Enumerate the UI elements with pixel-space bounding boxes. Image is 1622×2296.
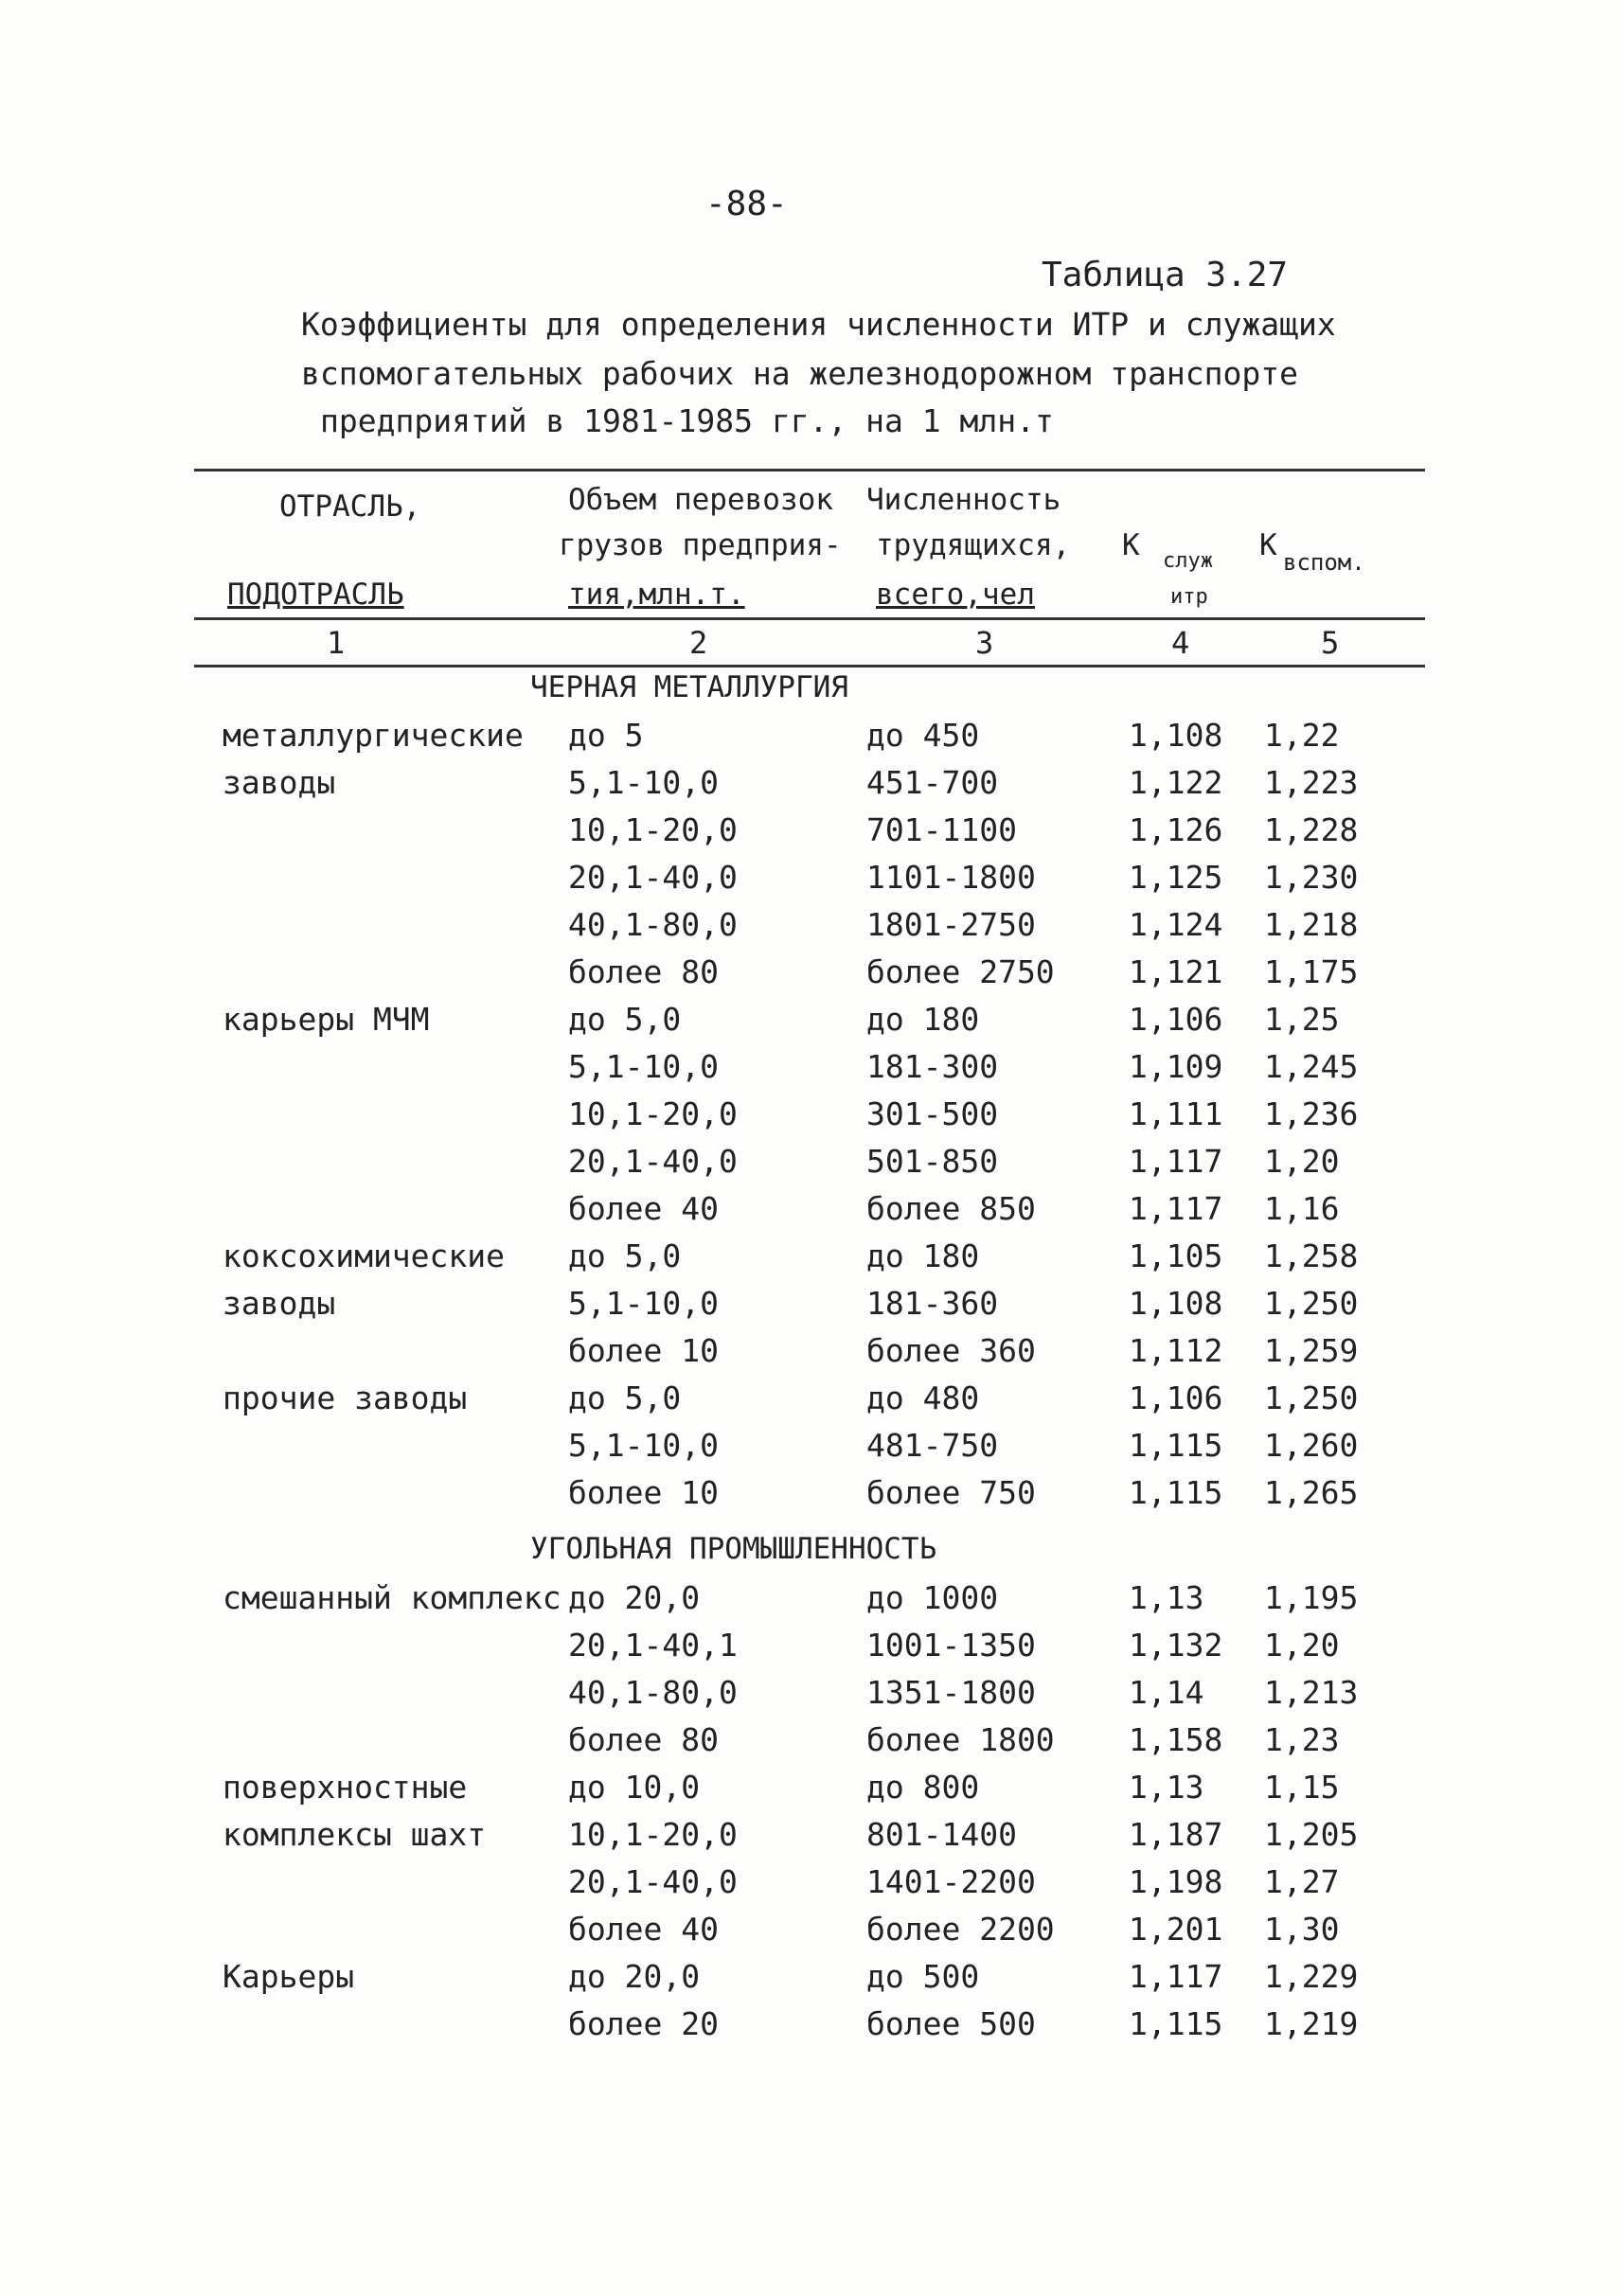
cell-num: 181-360 <box>866 1285 999 1322</box>
header-col3-line2: трудящихся, <box>876 528 1071 562</box>
cell-num: более 360 <box>866 1332 1036 1369</box>
cell-k2: 1,27 <box>1264 1863 1340 1900</box>
cell-k2: 1,259 <box>1264 1332 1359 1369</box>
cell-name: Карьеры <box>223 1958 355 1995</box>
cell-num: до 180 <box>866 1001 980 1038</box>
cell-num: 301-500 <box>866 1095 999 1132</box>
cell-k2: 1,219 <box>1264 2005 1359 2042</box>
cell-k1: 1,109 <box>1129 1048 1223 1085</box>
cell-vol: 10,1-20,0 <box>568 1816 738 1853</box>
cell-k2: 1,218 <box>1264 906 1359 943</box>
cell-vol: 20,1-40,0 <box>568 859 738 896</box>
cell-vol: более 40 <box>568 1190 719 1227</box>
cell-vol: более 10 <box>568 1474 719 1511</box>
cell-k1: 1,115 <box>1129 1474 1223 1511</box>
cell-k2: 1,22 <box>1264 717 1340 754</box>
header-col2-line2: грузов предприя- <box>559 528 842 562</box>
cell-num: до 180 <box>866 1237 980 1274</box>
cell-num: 1801-2750 <box>866 906 1036 943</box>
cell-k1: 1,132 <box>1129 1627 1223 1664</box>
table-title-line-3: предприятий в 1981-1985 гг., на 1 млн.т <box>320 402 1054 439</box>
cell-k2: 1,245 <box>1264 1048 1359 1085</box>
cell-k2: 1,258 <box>1264 1237 1359 1274</box>
cell-num: до 1000 <box>866 1579 999 1616</box>
cell-vol: 10,1-20,0 <box>568 811 738 848</box>
cell-k1: 1,158 <box>1129 1721 1223 1758</box>
cell-num: 501-850 <box>866 1143 999 1180</box>
cell-k2: 1,15 <box>1264 1769 1340 1806</box>
cell-k2: 1,236 <box>1264 1095 1359 1132</box>
cell-num: 701-1100 <box>866 811 1017 848</box>
cell-k2: 1,250 <box>1264 1379 1359 1416</box>
cell-num: 451-700 <box>866 764 999 801</box>
cell-k1: 1,13 <box>1129 1769 1204 1806</box>
cell-k1: 1,106 <box>1129 1379 1223 1416</box>
cell-num: 481-750 <box>866 1427 999 1464</box>
header-col3-line3: всего,чел <box>876 578 1035 612</box>
header-col1-line2: ПОДОТРАСЛЬ <box>227 578 404 612</box>
cell-vol: до 5 <box>568 717 644 754</box>
cell-k1: 1,111 <box>1129 1095 1223 1132</box>
cell-k1: 1,201 <box>1129 1911 1223 1948</box>
cell-k2: 1,223 <box>1264 764 1359 801</box>
cell-vol: до 5,0 <box>568 1237 682 1274</box>
cell-k1: 1,124 <box>1129 906 1223 943</box>
cell-k2: 1,229 <box>1264 1958 1359 1995</box>
column-number-5: 5 <box>1321 625 1340 661</box>
table-title-line-2: вспомогательных рабочих на железнодорожном транспорте <box>301 355 1298 392</box>
cell-num: более 850 <box>866 1190 1036 1227</box>
cell-k1: 1,187 <box>1129 1816 1223 1853</box>
cell-vol: до 20,0 <box>568 1579 701 1616</box>
cell-num: более 2200 <box>866 1911 1055 1948</box>
cell-k2: 1,250 <box>1264 1285 1359 1322</box>
cell-num: более 2750 <box>866 953 1055 990</box>
cell-k1: 1,13 <box>1129 1579 1204 1616</box>
cell-num: до 500 <box>866 1958 980 1995</box>
column-number-4: 4 <box>1171 625 1190 661</box>
cell-num: до 800 <box>866 1769 980 1806</box>
header-col4-k: К <box>1122 528 1140 562</box>
cell-k2: 1,23 <box>1264 1721 1340 1758</box>
cell-name: смешанный комплекс <box>223 1579 561 1616</box>
cell-vol: 20,1-40,1 <box>568 1627 738 1664</box>
cell-vol: более 40 <box>568 1911 719 1948</box>
cell-k2: 1,205 <box>1264 1816 1359 1853</box>
cell-vol: более 10 <box>568 1332 719 1369</box>
header-rule <box>194 617 1425 620</box>
cell-vol: 5,1-10,0 <box>568 1427 719 1464</box>
section-title: ЧЕРНАЯ МЕТАЛЛУРГИЯ <box>530 670 848 704</box>
cell-vol: до 5,0 <box>568 1001 682 1038</box>
header-col1-line1: ОТРАСЛЬ, <box>279 489 421 524</box>
cell-name: заводы <box>223 1285 336 1322</box>
cell-k1: 1,125 <box>1129 859 1223 896</box>
header-col2-line3: тия,млн.т. <box>568 578 745 612</box>
cell-k1: 1,112 <box>1129 1332 1223 1369</box>
cell-name: металлургические <box>223 717 524 754</box>
section-title: УГОЛЬНАЯ ПРОМЫШЛЕННОСТЬ <box>530 1532 937 1566</box>
cell-name: карьеры МЧМ <box>223 1001 430 1038</box>
cell-num: 1101-1800 <box>866 859 1036 896</box>
cell-k2: 1,213 <box>1264 1674 1359 1711</box>
header-col5-sub: вспом. <box>1283 549 1365 576</box>
cell-num: 1401-2200 <box>866 1863 1036 1900</box>
cell-vol: 10,1-20,0 <box>568 1095 738 1132</box>
cell-vol: более 80 <box>568 1721 719 1758</box>
header-col4-sub2: итр <box>1170 585 1208 609</box>
column-number-rule <box>194 665 1425 667</box>
cell-k1: 1,105 <box>1129 1237 1223 1274</box>
cell-num: до 450 <box>866 717 980 754</box>
cell-k1: 1,117 <box>1129 1190 1223 1227</box>
cell-vol: более 20 <box>568 2005 719 2042</box>
cell-k2: 1,195 <box>1264 1579 1359 1616</box>
cell-k1: 1,122 <box>1129 764 1223 801</box>
table-top-rule <box>194 469 1425 472</box>
table-title-line-1: Коэффициенты для определения численности ИТР и служащих <box>301 306 1336 343</box>
page-number: -88- <box>705 185 788 223</box>
cell-k2: 1,30 <box>1264 1911 1340 1948</box>
cell-k1: 1,117 <box>1129 1143 1223 1180</box>
cell-num: более 750 <box>866 1474 1036 1511</box>
cell-k2: 1,20 <box>1264 1143 1340 1180</box>
column-number-1: 1 <box>327 625 346 661</box>
cell-name: прочие заводы <box>223 1379 468 1416</box>
cell-k2: 1,260 <box>1264 1427 1359 1464</box>
cell-k1: 1,121 <box>1129 953 1223 990</box>
cell-num: 801-1400 <box>866 1816 1017 1853</box>
cell-name: поверхностные <box>223 1769 468 1806</box>
cell-k1: 1,14 <box>1129 1674 1204 1711</box>
cell-vol: 40,1-80,0 <box>568 1674 738 1711</box>
column-number-2: 2 <box>689 625 708 661</box>
cell-k2: 1,16 <box>1264 1190 1340 1227</box>
cell-num: до 480 <box>866 1379 980 1416</box>
cell-vol: 5,1-10,0 <box>568 1048 719 1085</box>
cell-k2: 1,228 <box>1264 811 1359 848</box>
cell-k1: 1,198 <box>1129 1863 1223 1900</box>
cell-vol: 5,1-10,0 <box>568 1285 719 1322</box>
cell-vol: 40,1-80,0 <box>568 906 738 943</box>
cell-k2: 1,20 <box>1264 1627 1340 1664</box>
cell-name: заводы <box>223 764 336 801</box>
cell-vol: 20,1-40,0 <box>568 1143 738 1180</box>
header-col4-sub1: служ <box>1163 549 1213 573</box>
cell-num: более 1800 <box>866 1721 1055 1758</box>
cell-k2: 1,265 <box>1264 1474 1359 1511</box>
cell-k1: 1,108 <box>1129 1285 1223 1322</box>
header-col5-k: К <box>1259 528 1277 562</box>
header-col3-line1: Численность <box>866 483 1061 517</box>
header-col2-line1: Объем перевозок <box>568 483 833 517</box>
cell-k1: 1,115 <box>1129 2005 1223 2042</box>
cell-vol: 5,1-10,0 <box>568 764 719 801</box>
cell-k1: 1,117 <box>1129 1958 1223 1995</box>
cell-k2: 1,25 <box>1264 1001 1340 1038</box>
cell-vol: более 80 <box>568 953 719 990</box>
cell-num: 181-300 <box>866 1048 999 1085</box>
cell-vol: 20,1-40,0 <box>568 1863 738 1900</box>
cell-k1: 1,126 <box>1129 811 1223 848</box>
column-number-3: 3 <box>975 625 994 661</box>
cell-name: комплексы шахт <box>223 1816 487 1853</box>
cell-num: 1351-1800 <box>866 1674 1036 1711</box>
table-label: Таблица 3.27 <box>1042 256 1289 294</box>
cell-k1: 1,115 <box>1129 1427 1223 1464</box>
cell-k2: 1,230 <box>1264 859 1359 896</box>
cell-k2: 1,175 <box>1264 953 1359 990</box>
cell-vol: до 10,0 <box>568 1769 701 1806</box>
cell-vol: до 20,0 <box>568 1958 701 1995</box>
cell-vol: до 5,0 <box>568 1379 682 1416</box>
cell-k1: 1,108 <box>1129 717 1223 754</box>
cell-num: 1001-1350 <box>866 1627 1036 1664</box>
cell-name: коксохимические <box>223 1237 506 1274</box>
cell-num: более 500 <box>866 2005 1036 2042</box>
cell-k1: 1,106 <box>1129 1001 1223 1038</box>
